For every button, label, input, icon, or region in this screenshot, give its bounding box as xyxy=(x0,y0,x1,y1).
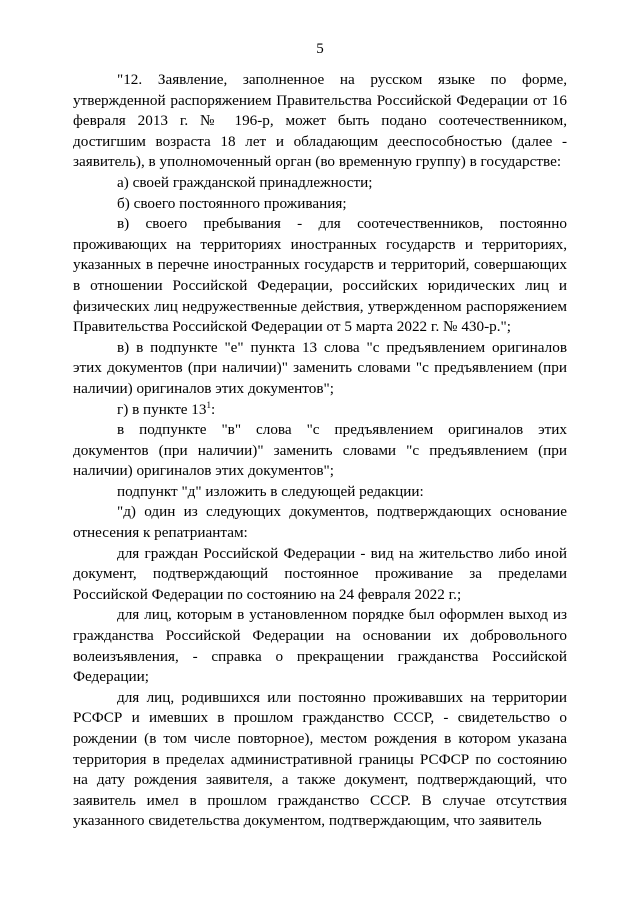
paragraph-renounced-citizenship: для лиц, которым в установленном порядке был оформлен выход из гражданства Российской Федерации на основании их добровольного волеизъявления, - справка о прекращении гражданства Российской Федерации; xyxy=(73,606,567,686)
paragraph-12-statement: "12. Заявление, заполненное на русском языке по форме, утвержденной распоряжением Правительства Российской Федерации от 16 февраля 2013 г. № 196-р, может быть подано соотечественником, достигшим возраста 18 лет и обладающим дееспособностью (далее - заявитель), в уполномоченный орган (во временную группу) в государстве: xyxy=(73,71,567,171)
paragraph-item-g-text: г) в пункте 13 xyxy=(117,400,207,418)
paragraph-subclause-v: в подпункте "в" слова "с предъявлением оригиналов этих документов (при наличии)" заменить словами "с предъявлением (при наличии) оригиналов этих документов"; xyxy=(73,421,567,480)
paragraph-subclause-d-intro: подпункт "д" изложить в следующей редакции: xyxy=(117,482,424,500)
paragraph-subclause-d: "д) один из следующих документов, подтверждающих основание отнесения к репатриантам: xyxy=(73,503,567,542)
paragraph-born-rsfsr: для лиц, родившихся или постоянно проживавших на территории РСФСР и имевших в прошлом гражданство СССР, - свидетельство о рождении (в том числе повторное), местом рождения в котором указана территория в пределах административной границы РСФСР по состоянию на дату рождения заявителя, а также документ, подтверждающий, что заявитель имел в прошлом гражданство СССР. В случае отсутствия указанного свидетельства документом, подтверждающим, что заявитель xyxy=(73,688,567,830)
page-number: 5 xyxy=(316,41,324,57)
paragraph-item-b: б) своего постоянного проживания; xyxy=(117,194,347,212)
paragraph-item-v-stay: в) своего пребывания - для соотечественников, постоянно проживающих на территориях иностранных государств и территориях, указанных в перечне иностранных государств и территорий, совершающих в отношении Российской Федерации, российских юридических лиц и физических лиц недружественные действия, утвержденном распоряжением Правительства Российской Федерации от 5 марта 2022 г. № 430-р."; xyxy=(73,215,567,336)
paragraph-citizens-rf: для граждан Российской Федерации - вид на жительство либо иной документ, подтверждающий постоянное проживание за пределами Российской Федерации по состоянию на 24 февраля 2022 г.; xyxy=(73,544,567,603)
footnote-superscript: 1 xyxy=(206,399,211,410)
document-body xyxy=(73,70,567,832)
paragraph-item-g xyxy=(73,400,567,421)
paragraph-item-g-colon: : xyxy=(210,400,216,418)
paragraph-item-a: а) своей гражданской принадлежности; xyxy=(117,173,373,191)
paragraph-item-v-subclause-e: в) в подпункте "е" пункта 13 слова "с предъявлением оригиналов этих документов (при наличии)" заменить словами "с предъявлением (при наличии) оригиналов этих документов"; xyxy=(73,338,567,397)
